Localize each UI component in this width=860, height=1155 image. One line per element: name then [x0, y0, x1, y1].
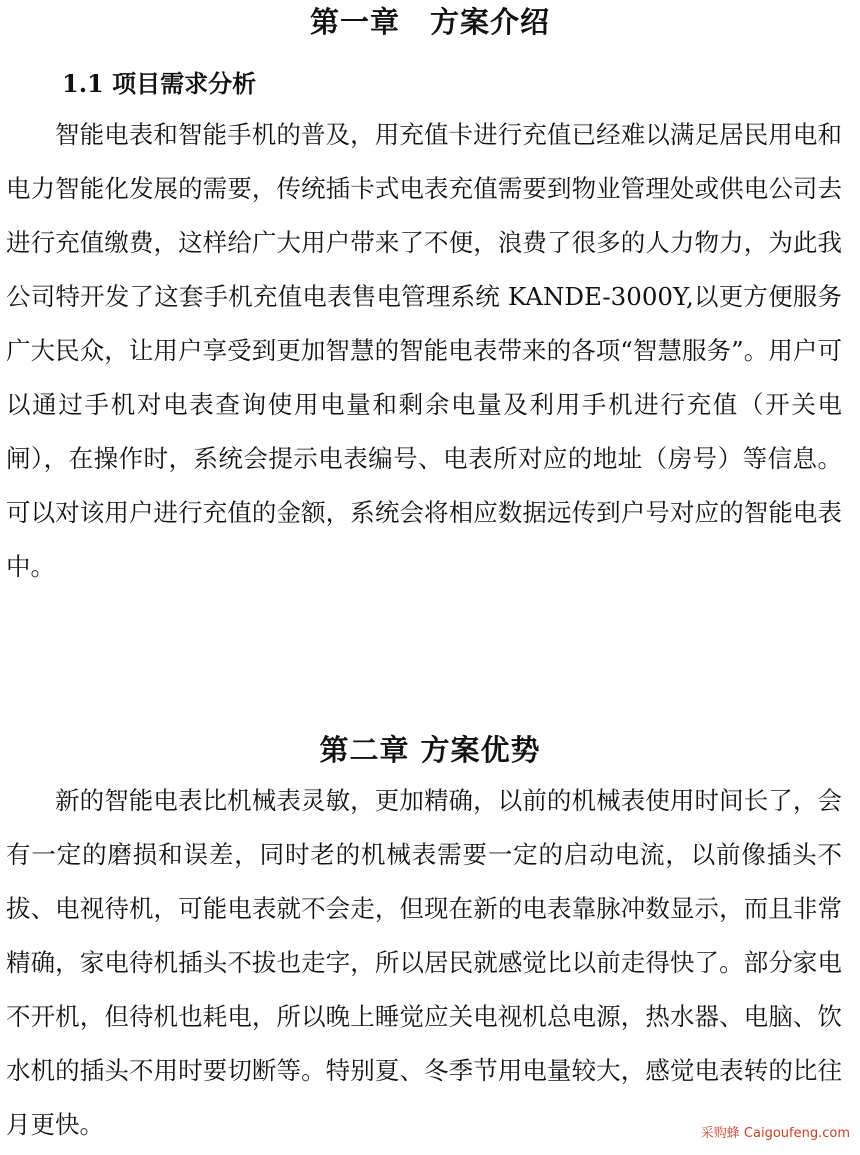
- chapter-2-paragraph: 新的智能电表比机械表灵敏，更加精确，以前的机械表使用时间长了，会有一定的磨损和误差，同时老的机械表需要一定的启动电流，以前像插头不拔、电视待机，可能电表就不会走，但现在新的电表靠脉冲数显示，而且非常精确，家电待机插头不拔也走字，所以居民就感觉比以前走得快了。部分家电不开机，但待机也耗电，所以晚上睡觉应关电视机总电源，热水器、电脑、饮水机的插头不用时要切断等。特别夏、冬季节用电量较大，感觉电表转的比往月更快。: [6, 786, 842, 1139]
- section-1-1-title: 1.1 项目需求分析: [62, 69, 257, 98]
- chapter-1-paragraph: 智能电表和智能手机的普及，用充值卡进行充值已经难以满足居民用电和电力智能化发展的需要，传统插卡式电表充值需要到物业管理处或供电公司去进行充值缴费，这样给广大用户带来了不便，浪费了很多的人力物力，为此我公司特开发了这套手机充值电表售电管理系统 KANDE-3000Y,以更方便服务广大民众，让用户享受到更加智慧的智能电表带来的各项“智慧服务”。用户可以通过手机对电表查询使用电量和剩余电量及利用手机进行充值（开关电闸），在操作时，系统会提示电表编号、电表所对应的地址（房号）等信息。可以对该用户进行充值的金额，系统会将相应数据远传到户号对应的智能电表中。: [6, 120, 842, 581]
- chapter-1-title: 第一章 方案介绍: [309, 5, 550, 39]
- chapter-2-title: 第二章 方案优势: [319, 733, 541, 767]
- watermark-text: 采购蜂 Caigoufeng.com: [699, 1122, 852, 1141]
